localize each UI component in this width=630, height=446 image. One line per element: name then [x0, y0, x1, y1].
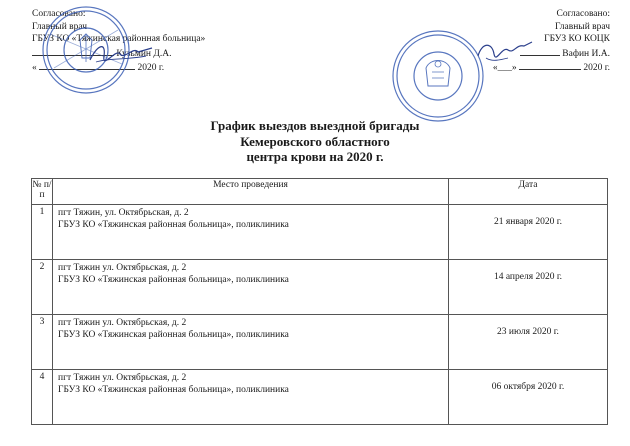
row-facility: ГБУЗ КО «Тяжинская районная больница», поликлиника — [58, 385, 289, 395]
left-approval-heading: Согласовано: — [32, 9, 86, 19]
left-signature — [86, 38, 156, 68]
right-approval-date-prefix: «___» — [492, 63, 517, 73]
left-approval-name: Кузьмин Д.А. — [116, 48, 172, 59]
left-approval-position: Главный врач — [32, 21, 87, 32]
row-place — [53, 205, 449, 260]
row-date: 23 июля 2020 г. — [449, 315, 608, 370]
right-approval-organization: ГБУЗ КО КОЦК — [544, 34, 610, 44]
row-place — [53, 260, 449, 315]
row-num: 1 — [32, 205, 53, 260]
header-date: Дата — [449, 179, 608, 205]
header-num: № п/п — [32, 179, 53, 205]
row-place — [53, 370, 449, 425]
header-place: Место проведения — [53, 179, 449, 205]
table-row — [32, 205, 608, 260]
row-num: 3 — [32, 315, 53, 370]
table-row — [32, 260, 608, 315]
row-address: пгт Тяжин ул. Октябрьская, д. 2 — [58, 318, 187, 328]
row-place — [53, 315, 449, 370]
right-approval-signature-line — [493, 46, 610, 61]
left-approval-organization: ГБУЗ КО «Тяжинская районная больница» — [32, 34, 206, 44]
right-approval-heading: Согласовано: — [556, 9, 610, 19]
document-title — [0, 118, 630, 165]
row-date: 06 октября 2020 г. — [449, 370, 608, 425]
title-line-3: центра крови на 2020 г. — [246, 149, 384, 164]
table-header-row — [32, 179, 608, 205]
right-approval-position: Главный врач — [555, 21, 610, 32]
row-num: 2 — [32, 260, 53, 315]
table-row — [32, 370, 608, 425]
right-approval-block — [493, 8, 610, 75]
row-facility: ГБУЗ КО «Тяжинская районная больница», поликлиника — [58, 275, 289, 285]
row-facility: ГБУЗ КО «Тяжинская районная больница», поликлиника — [58, 330, 289, 340]
left-approval-date-year: 2020 г. — [137, 63, 165, 73]
row-date: 14 апреля 2020 г. — [449, 260, 608, 315]
right-approval-date-line — [493, 60, 610, 75]
schedule-table — [31, 178, 608, 425]
table-row — [32, 315, 608, 370]
row-address: пгт Тяжин ул. Октябрьская, д. 2 — [58, 373, 187, 383]
right-approval-date-year: 2020 г. — [583, 63, 610, 73]
right-approval-name: Вафин И.А. — [562, 48, 610, 59]
left-approval-date-prefix: « — [32, 63, 37, 73]
row-address: пгт Тяжин, ул. Октябрьская, д. 2 — [58, 208, 189, 218]
row-facility: ГБУЗ КО «Тяжинская районная больница», поликлиника — [58, 220, 289, 230]
row-num: 4 — [32, 370, 53, 425]
row-date: 21 января 2020 г. — [449, 205, 608, 260]
title-line-2: Кемеровского областного — [240, 133, 390, 149]
row-address: пгт Тяжин ул. Октябрьская, д. 2 — [58, 263, 187, 273]
title-line-1: График выездов выездной бригады — [210, 118, 420, 133]
